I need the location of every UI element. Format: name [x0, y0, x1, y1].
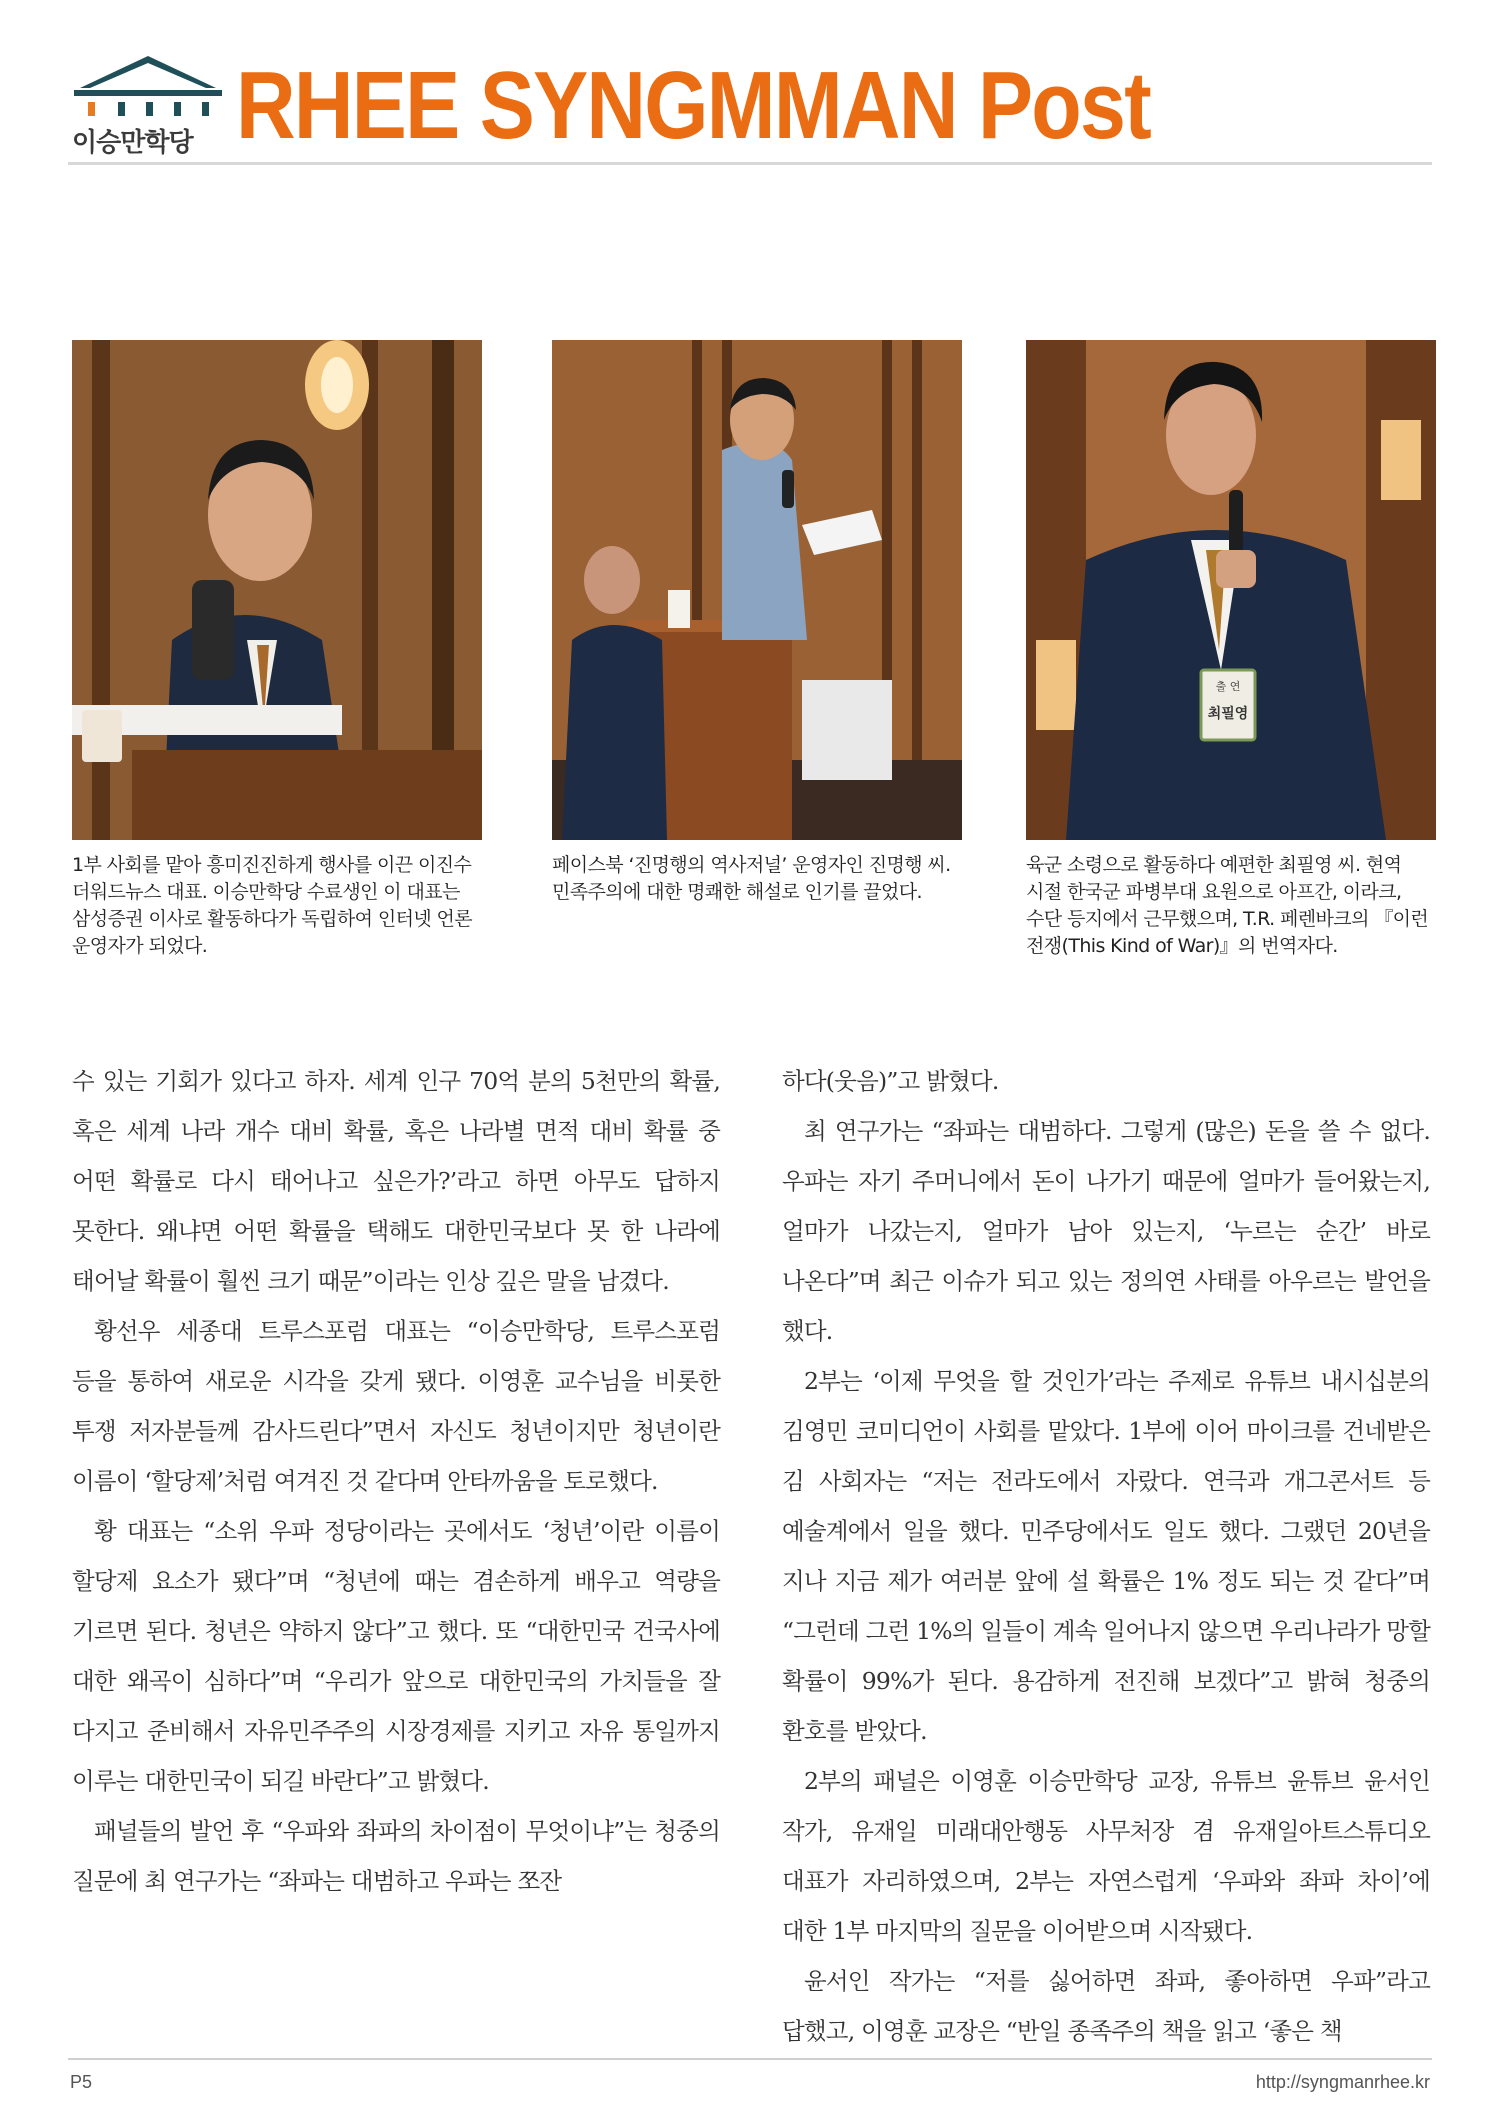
article-paragraph: 패널들의 발언 후 “우파와 좌파의 차이점이 무엇이냐”는 청중의 질문에 최 연구가는 “좌파는 대범하고 우파는 쪼잔 [72, 1817, 720, 1895]
photo-speaker-jin-myeonghaeng [552, 340, 962, 840]
article-paragraph: 수 있는 기회가 있다고 하자. 세계 인구 70억 분의 5천만의 확률, 혹은 세계 나라 개수 대비 확률, 혹은 나라별 면적 대비 확률 중 어떤 확률로 다시 태어나고 싶은가?’라고 하면 아무도 답하지 못한다. 왜냐면 어떤 확률을 택해도 대한민국보다 못 한 나라에 태어날 확률이 훨씬 크기 때문”이라는 인상 깊은 말을 남겼다. [72, 1067, 720, 1295]
masthead-title: RHEE SYNGMMAN Post [236, 52, 1150, 159]
name-badge-role: 출 연 [1215, 680, 1241, 693]
article-paragraph: 최 연구가는 “좌파는 대범하다. 그렇게 (많은) 돈을 쓸 수 없다. 우파는 자기 주머니에서 돈이 나가기 때문에 얼마가 들어왔는지, 얼마가 나갔는지, 얼마가 남아 있는지, ‘누르는 순간’ 바로 나온다”며 최근 이슈가 되고 있는 정의연 사태를 아우르는 발언을 했다. [782, 1117, 1430, 1345]
article-paragraph: 윤서인 작가는 “저를 싫어하면 좌파, 좋아하면 우파”라고 답했고, 이영훈 교장은 “반일 종족주의 책을 읽고 ‘좋은 책 [782, 1967, 1430, 2045]
footer-divider [68, 2058, 1432, 2060]
photo-caption-1: 1부 사회를 맡아 흥미진진하게 행사를 이끈 이진수 더워드뉴스 대표. 이승만학당 수료생인 이 대표는 삼성증권 이사로 활동하다가 독립하여 인터넷 언론 운영자가 되었다. [72, 854, 473, 957]
article-column-left [72, 1056, 720, 1906]
article-paragraph: 황 대표는 “소위 우파 정당이라는 곳에서도 ‘청년’이란 이름이 할당제 요소가 됐다”며 “청년에 때는 겸손하게 배우고 역량을 기르면 된다. 청년은 약하지 않다”고 했다. 또 “대한민국 건국사에 대한 왜곡이 심하다”며 “우리가 앞으로 대한민국의 가치들을 잘 다지고 준비해서 자유민주주의 시장경제를 지키고 자유 통일까지 이루는 대한민국이 되길 바란다”고 밝혔다. [72, 1517, 720, 1795]
article-paragraph: 2부의 패널은 이영훈 이승만학당 교장, 유튜브 윤튜브 윤서인 작가, 유재일 미래대안행동 사무처장 겸 유재일아트스튜디오 대표가 자리하였으며, 2부는 자연스럽게 ‘우파와 좌파 차이’에 대한 1부 마지막의 질문을 이어받으며 시작됐다. [782, 1767, 1430, 1945]
header-divider [68, 162, 1432, 165]
article-column-right [782, 1056, 1430, 2056]
article-paragraph: 하다(웃음)”고 밝혔다. [782, 1067, 999, 1095]
article-paragraph: 황선우 세종대 트루스포럼 대표는 “이승만학당, 트루스포럼 등을 통하여 새로운 시각을 갖게 됐다. 이영훈 교수님을 비롯한 투쟁 저자분들께 감사드린다”면서 자신도 청년이지만 청년이란 이름이 ‘할당제’처럼 여겨진 것 같다며 안타까움을 토로했다. [72, 1317, 720, 1495]
photo-panelist-choi-pilyeong [1026, 340, 1436, 840]
masthead [68, 50, 1432, 165]
article-paragraph: 2부는 ‘이제 무엇을 할 것인가’라는 주제로 유튜브 내시십분의 김영민 코미디언이 사회를 맡았다. 1부에 이어 마이크를 건네받은 김 사회자는 “저는 전라도에서 자랐다. 연극과 개그콘서트 등 예술계에서 일을 했다. 민주당에서도 일도 했다. 그랬던 20년을 지나 지금 제가 여러분 앞에 설 확률은 1% 정도 되는 것 같다”며 “그런데 그런 1%의 일들이 계속 일어나지 않으면 우리나라가 망할 확률이 99%가 된다. 용감하게 전진해 보겠다”고 밝혀 청중의 환호를 받았다. [782, 1367, 1430, 1745]
footer-url-link[interactable]: http://syngmanrhee.kr [1255, 2072, 1430, 2092]
logo-text: 이승만학당 [72, 128, 193, 158]
photo-caption-3: 육군 소령으로 활동하다 예편한 최필영 씨. 현역 시절 한국군 파병부대 요원으로 아프간, 이라크, 수단 등지에서 근무했으며, T.R. 페렌바크의 『이런 전쟁(This Kind of War)』의 번역자다. [1026, 854, 1429, 957]
name-badge-name: 최필영 [1207, 706, 1249, 722]
page-number: P5 [70, 2072, 93, 2092]
photo-caption-2: 페이스북 ‘진명행의 역사저널’ 운영자인 진명행 씨. 민족주의에 대한 명쾌한 해설로 인기를 끌었다. [552, 854, 951, 903]
photo-host-lee-jinsu [72, 340, 482, 840]
